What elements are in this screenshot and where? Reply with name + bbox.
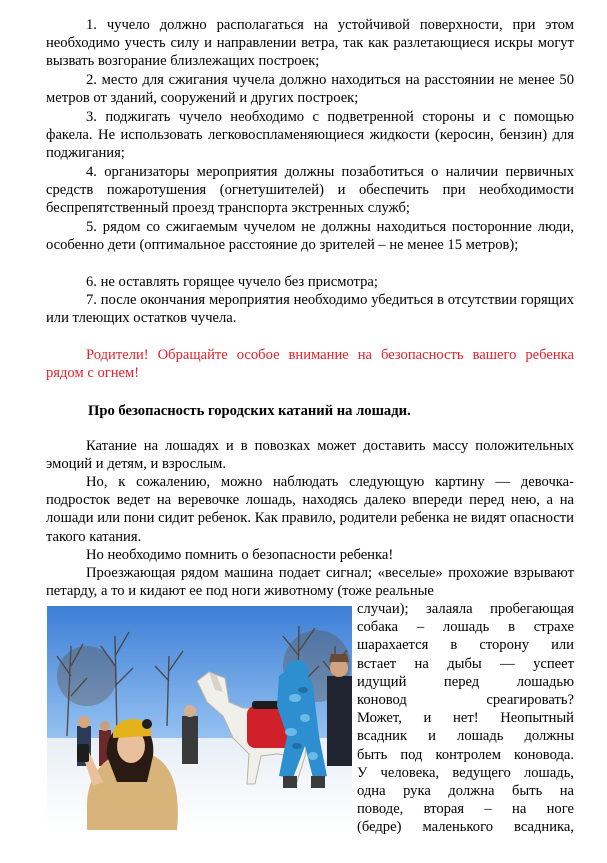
paragraph-3: Но необходимо помнить о безопасности ребенка! <box>86 547 394 563</box>
wrap-line: поводе, вторая – на ноге <box>357 801 574 818</box>
wrap-line: собака – лошадь в страхе <box>357 619 574 636</box>
parents-warning: Родители! Обращайте особое внимание на безопасность вашего ребенка рядом с огнем! <box>46 347 574 382</box>
wrapped-text-block <box>357 600 574 837</box>
wrap-line: случаи); залаяла пробегающая <box>357 601 574 617</box>
list-item-2: 2. место для сжигания чучела должно находиться на расстоянии не менее 50 метров от зданий, сооружений и других построек; <box>46 72 574 107</box>
list-item-1: 1. чучело должно располагаться на устойчивой поверхности, при этом необходимо учесть силу и направлении ветра, так как разлетающиеся искры могут вызвать возгорание близлежащих построек; <box>46 17 574 70</box>
wrap-line: идущий перед лошадью <box>357 673 574 690</box>
wrap-line: быть под контролем коновода. <box>357 746 574 763</box>
list-item-5: 5. рядом со сжигаемым чучелом не должны находиться посторонние люди, особенно дети (оптимальное расстояние до зрителей – не менее 15 метров); <box>46 219 574 254</box>
section-heading: Про безопасность городских катаний на лошади. <box>88 403 411 419</box>
list-item-7: 7. после окончания мероприятия необходимо убедиться в отсутствии горящих или тлеющих остатков чучела. <box>46 292 574 327</box>
wrap-line: коновод среагировать? <box>357 692 574 709</box>
wrap-line: одна рука должна быть на <box>357 783 574 800</box>
wrap-line: всадник и лошадь должны <box>357 728 574 745</box>
wrap-line: (бедре) маленького всадника, <box>357 819 574 836</box>
list-item-4: 4. организаторы мероприятия должны позаботиться о наличии первичных средств пожаротушения (огнетушителей) и обеспечить при необходимости беспрепятственный проезд транспорта экстренных служб; <box>46 164 574 217</box>
paragraph-1: Катание на лошадях и в повозках может доставить массу положительных эмоций и детям, и взрослым. <box>46 438 574 473</box>
wrap-line: встает на дыбы — успеет <box>357 655 574 672</box>
list-item-3: 3. поджигать чучело необходимо с подветренной стороны и с помощью факела. Не использовать легковоспламеняющиеся жидкости (керосин, бензин) для поджигания; <box>46 109 574 162</box>
wrap-line: У человека, ведущего лошадь, <box>357 764 574 781</box>
horse-riding-photo <box>47 606 352 830</box>
paragraph-2: Но, к сожалению, можно наблюдать следующую картину — девочка-подросток ведет на веревочке лошадь, находясь далеко впереди перед нею, а на лошади или пони сидит ребенок. Как правило, родители ребенка не видят опасности такого катания. <box>46 474 574 545</box>
wrap-line: шарахается в сторону или <box>357 637 574 654</box>
list-item-6: 6. не оставлять горящее чучело без присмотра; <box>86 274 378 290</box>
wrap-line: Может, и нет! Неопытный <box>357 710 574 727</box>
paragraph-4: Проезжающая рядом машина подает сигнал; «веселые» прохожие взрывают петарду, а то и кидают ее под ноги животному (тоже реальные <box>46 565 574 600</box>
